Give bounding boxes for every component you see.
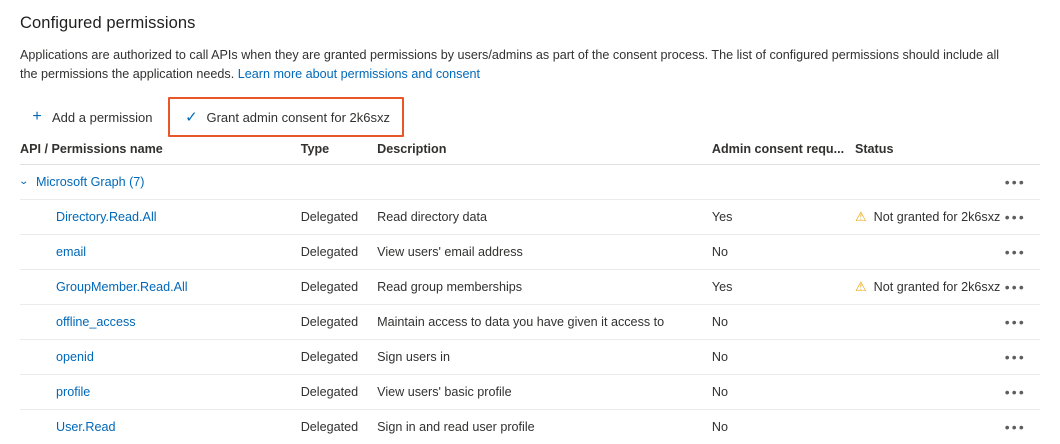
column-header-menu: [1000, 138, 1040, 165]
group-name-cell: [20, 165, 301, 200]
permission-name-cell: [20, 410, 301, 444]
group-menu-cell: [1000, 165, 1040, 200]
permission-admin-consent-cell: Yes: [712, 270, 855, 305]
permission-name-cell: [20, 200, 301, 235]
permissions-table: [20, 138, 1040, 444]
table-row: [20, 235, 1040, 270]
more-options-icon[interactable]: •••: [1004, 174, 1026, 190]
table-row: [20, 375, 1040, 410]
permission-name-cell: [20, 340, 301, 375]
permission-link[interactable]: Directory.Read.All: [56, 210, 157, 224]
permission-link[interactable]: GroupMember.Read.All: [56, 280, 188, 294]
permission-type-cell: Delegated: [301, 235, 377, 270]
permission-menu-cell: [1000, 410, 1040, 444]
permission-admin-consent-cell: No: [712, 340, 855, 375]
table-row: [20, 340, 1040, 375]
description-text: Applications are authorized to call APIs when they are granted permissions by users/admins as part of the consent process. The list of configured permissions should include all the permissions the application needs.: [20, 48, 1000, 81]
plus-icon: +: [32, 108, 42, 125]
status-badge: Not granted for 2k6sxz: [873, 280, 1001, 294]
permission-description-cell: Read group memberships: [377, 270, 712, 305]
more-options-icon[interactable]: •••: [1004, 314, 1026, 330]
permission-status-cell: [855, 340, 1000, 375]
add-permission-label: Add a permission: [52, 109, 153, 125]
permission-admin-consent-cell: No: [712, 375, 855, 410]
permission-description-cell: Read directory data: [377, 200, 712, 235]
permission-admin-consent-cell: No: [712, 410, 855, 444]
command-bar: [20, 100, 404, 134]
add-permission-button[interactable]: [20, 101, 160, 133]
permission-description-cell: Sign in and read user profile: [377, 410, 712, 444]
group-status-cell: [855, 165, 1000, 200]
group-description-cell: [377, 165, 712, 200]
table-body: [20, 165, 1040, 444]
permission-menu-cell: [1000, 200, 1040, 235]
permission-type-cell: Delegated: [301, 200, 377, 235]
grant-admin-consent-button[interactable]: [174, 101, 398, 133]
permission-name-cell: [20, 235, 301, 270]
table-row: [20, 410, 1040, 444]
permission-menu-cell: [1000, 270, 1040, 305]
warning-icon: ⚠: [854, 208, 867, 224]
permission-status-cell: [855, 375, 1000, 410]
permission-link[interactable]: email: [56, 245, 87, 259]
permission-link[interactable]: User.Read: [56, 420, 116, 434]
permission-menu-cell: [1000, 375, 1040, 410]
permission-status-cell: [855, 270, 1000, 305]
permission-name-cell: [20, 270, 301, 305]
permission-status-cell: [855, 410, 1000, 444]
checkmark-icon: ✓: [185, 108, 198, 126]
column-header-type: Type: [301, 138, 377, 165]
permission-type-cell: Delegated: [301, 340, 377, 375]
permission-link[interactable]: profile: [56, 385, 91, 399]
table-row: [20, 200, 1040, 235]
more-options-icon[interactable]: •••: [1004, 419, 1026, 435]
more-options-icon[interactable]: •••: [1004, 279, 1026, 295]
grant-admin-consent-label: Grant admin consent for 2k6sxz: [206, 109, 390, 125]
permission-status-cell: [855, 235, 1000, 270]
permission-description-cell: View users' email address: [377, 235, 712, 270]
permission-description-cell: Maintain access to data you have given it access to: [377, 305, 712, 340]
permission-name-cell: [20, 305, 301, 340]
group-admin-consent-cell: [712, 165, 855, 200]
chevron-down-icon[interactable]: ⌄: [18, 176, 29, 187]
more-options-icon[interactable]: •••: [1004, 384, 1026, 400]
column-header-description: Description: [377, 138, 712, 165]
permission-type-cell: Delegated: [301, 375, 377, 410]
more-options-icon[interactable]: •••: [1004, 244, 1026, 260]
column-header-admin-consent: Admin consent requ...: [712, 138, 855, 165]
permission-admin-consent-cell: No: [712, 305, 855, 340]
status-badge: Not granted for 2k6sxz: [873, 210, 1001, 224]
permission-link[interactable]: openid: [56, 350, 94, 364]
permission-menu-cell: [1000, 305, 1040, 340]
permission-type-cell: Delegated: [301, 270, 377, 305]
table-group-row: [20, 165, 1040, 200]
permission-status-cell: [855, 305, 1000, 340]
permission-menu-cell: [1000, 340, 1040, 375]
table-row: [20, 270, 1040, 305]
permission-name-cell: [20, 375, 301, 410]
permission-type-cell: Delegated: [301, 410, 377, 444]
permission-status-cell: [855, 200, 1000, 235]
permission-description-cell: Sign users in: [377, 340, 712, 375]
warning-icon: ⚠: [854, 278, 867, 294]
permission-admin-consent-cell: Yes: [712, 200, 855, 235]
permission-type-cell: Delegated: [301, 305, 377, 340]
permission-description-cell: View users' basic profile: [377, 375, 712, 410]
column-header-status: Status: [855, 138, 1000, 165]
column-header-name: API / Permissions name: [20, 138, 301, 165]
page-title: Configured permissions: [20, 14, 196, 32]
more-options-icon[interactable]: •••: [1004, 349, 1026, 365]
section-description: [20, 46, 1010, 84]
grant-consent-highlight: [168, 97, 404, 137]
table-row: [20, 305, 1040, 340]
learn-more-link[interactable]: Learn more about permissions and consent: [237, 67, 480, 81]
table-header-row: [20, 138, 1040, 165]
api-group-link[interactable]: Microsoft Graph (7): [36, 175, 145, 189]
permission-link[interactable]: offline_access: [56, 315, 136, 329]
permission-admin-consent-cell: No: [712, 235, 855, 270]
more-options-icon[interactable]: •••: [1004, 209, 1026, 225]
group-type-cell: [301, 165, 377, 200]
permission-menu-cell: [1000, 235, 1040, 270]
